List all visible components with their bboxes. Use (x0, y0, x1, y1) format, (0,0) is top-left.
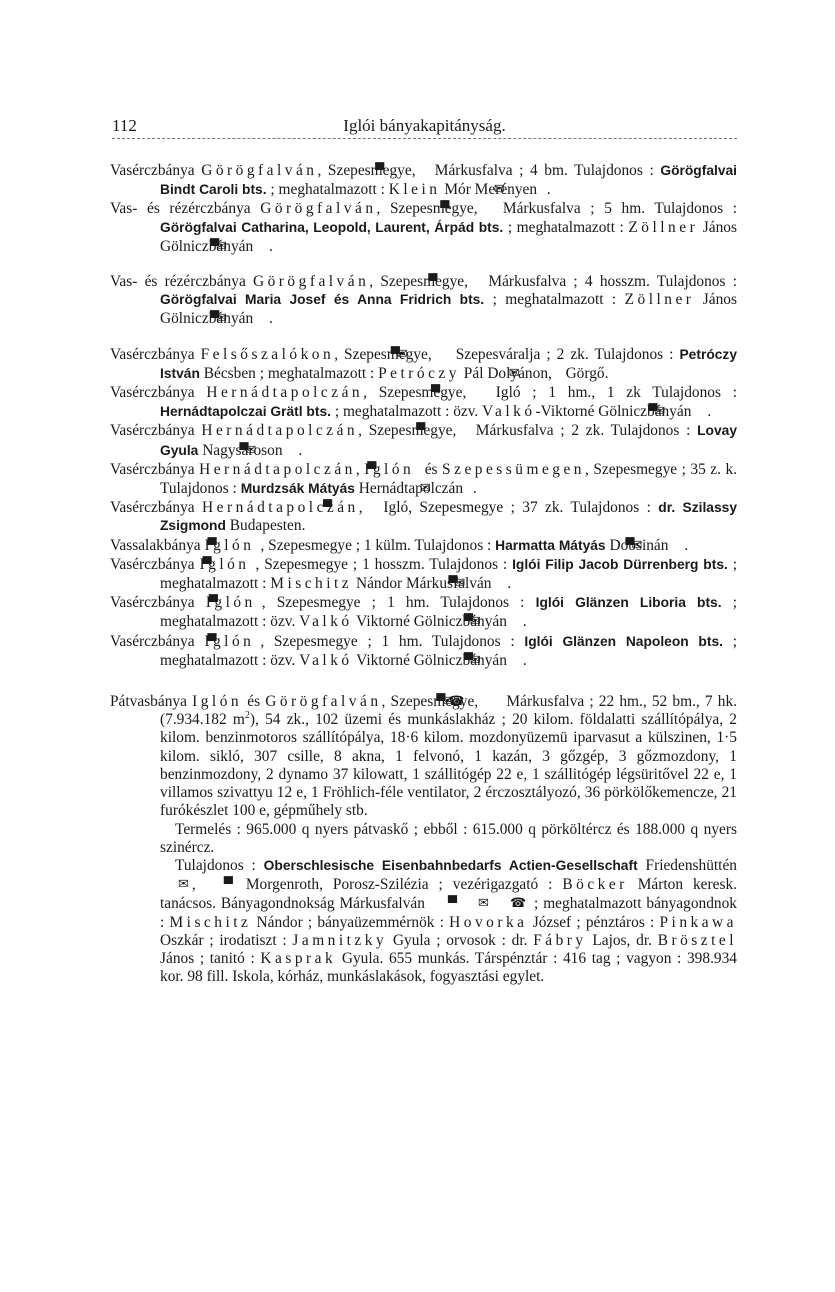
owner-name: Görögfalvai Maria Josef és Anna Fridrich bts. (160, 292, 485, 308)
owner-name: Lovay Gyula (160, 423, 737, 458)
post-office-icon (163, 875, 189, 893)
owner-name: Hernádtapolczai Grätl bts. (160, 404, 331, 420)
agent-name: Zöllner (624, 291, 695, 309)
owner-name: Görögfalvai Catharina, Leopold, Laurent, Árpád bts. (160, 219, 504, 235)
owner-name: Görögfalvai Bindt Caroli bts. (160, 163, 738, 198)
place-name: Hernádtapolczán (206, 384, 364, 402)
mine-entry: Vassalakbánya Iglón , Szepesmegye ; 1 külm. Tulajdonos : Harmatta Mátyás Dobsinán . (110, 536, 689, 554)
owner-name: dr. Szilassy Zsigmond (160, 500, 738, 534)
mine-entry: Pátvasbánya Iglón és Görögfalván, Szepesmegye, Márkusfalva ; 22 hm., 52 bm., 7 hk. (7.934.182 $m^2$), 54 zk., 102 üzemi és munkáslakház ; 20 kilom. földalatti szállítópálya, 2 kilom. benzinmotoros szállítópálya, 18·6 kilom. mozdonyüzemü iparvasut a külszinen, 1·5 kilom. sikló, 307 csille, 8 akna, 1 felvonó, 1 kazán, 3 gőzgép, 3 gőzmozdony, 1 benzinmozdony, 2 dynamo 37 kilowatt, 1 szállitógép 22 e, 1 szállitógép légsüritővel 22 e, 1 villamos szivattyu 12 e, 1 Fröhlich-féle ventilator, 2 érczosztályozó, 36 pörkölőkemencze, 21 furókészlet 100 e, gépműhely stb. (110, 693, 737, 820)
place-name: Iglón (204, 632, 255, 650)
place-name: Görögfalván (253, 273, 370, 291)
mine-entry: Vasérczbánya Iglón , Szepesmegye ; 1 hm. Tulajdonos : Iglói Glänzen Liboria bts. ; meghatalmazott : özv. Valkó Viktorné Gölniczbányán . (110, 594, 737, 631)
person-name: Brösztel (657, 931, 737, 949)
person-name: Jamnitzky (292, 931, 388, 949)
person-name: Böcker (562, 876, 628, 894)
page-number: 112 (112, 116, 137, 135)
owner-name: Murdzsák Mátyás (240, 481, 355, 497)
place-name: Görögfalván (260, 200, 377, 218)
mine-entry: Vasérczbánya Hernádtapolczán, Iglón és Szepessümegen, Szepesmegye ; 35 z. k. Tulajdonos : Murdzsák Mátyás Hernádtapolczán . (110, 460, 737, 498)
owner-name: Petróczy István (160, 346, 737, 381)
person-name: Pinkawa (659, 913, 738, 931)
document-body (110, 161, 737, 986)
agent-name: Klein (388, 181, 441, 199)
mine-entry: Vasérczbánya Hernádtapolczán, Szepesmegye, Márkusfalva ; 2 zk. Tulajdonos : Lovay Gyula Nagysároson . (110, 422, 737, 459)
telegraph-icon (495, 894, 526, 912)
mine-entry: Vasérczbánya Görögfalván, Szepesmegye, Márkusfalva ; 4 bm. Tulajdonos : Görögfalvai Bindt Caroli bts. ; meghatalmazott : Klein Mór Merényen . (110, 162, 738, 199)
mine-entry: Vasérczbánya Iglón , Szepesmegye ; 1 hm. Tulajdonos : Iglói Glänzen Napoleon bts. ; meghatalmazott : özv. Valkó Viktorné Gölniczbányán . (110, 632, 737, 669)
person-name: Kasprak (260, 949, 337, 967)
production-paragraph: Termelés : 965.000 q nyers pátvaskő ; ebből : 615.000 q pörköltércz és 188.000 q nyers szinércz. (160, 820, 737, 856)
post-office-icon (463, 894, 489, 912)
place-name: Hernádtapolczán (202, 499, 359, 517)
place-name: Iglón (204, 536, 255, 554)
page-header (112, 116, 737, 139)
owner-name: Iglói Glänzen Napoleon bts. (524, 633, 723, 649)
place-name: Hernádtapolczán (199, 460, 356, 478)
running-title: Iglói bányakapitányság. (343, 116, 506, 135)
place-name: Iglón (205, 594, 256, 612)
mine-entry: Vasérczbánya Hernádtapolczán, Igló, Szepesmegye ; 37 zk. Tulajdonos : dr. Szilassy Zsigmond Budapesten. (110, 499, 738, 535)
agent-name: Petróczy (378, 364, 460, 382)
agent-name: Zöllner (628, 218, 699, 236)
place-name: Szepessümegen (442, 460, 585, 478)
place-name: Iglón (192, 693, 243, 711)
owner-name: Harmatta Mátyás (495, 537, 606, 553)
railway-station-icon (433, 894, 457, 912)
owner-paragraph: Tulajdonos : Oberschlesische Eisenbahnbedarfs Actien-Gesellschaft Friedenshüttén ✉, ▀ Morgenroth, Porosz-Szilézia ; vezérigazgató : Böcker Márton keresk. tanácsos. Bányagondnokság Márkusfalván ▀✉☎ ; meghatalmazott bányagondnok : Mischitz Nándor ; bányaüzemmérnök : Hovorka József ; pénztáros : Pinkawa Oszkár ; irodatiszt : Jamnitzky Gyula ; orvosok : dr. Fábry Lajos, dr. Brösztel János ; tanitó : Kasprak Gyula. 655 munkás. Társpénztár : 416 tag ; vagyon : 398.934 kor. 98 fill. Iskola, kórház, munkáslakások, fogyasztási egylet. (110, 857, 737, 986)
mine-entry: Vasérczbánya Felsőszalókon, Szepesmegye, Szepesváralja ; 2 zk. Tulajdonos : Petróczy István Bécsben ; meghatalmazott : Petróczy Pál Dolyánon, Görgő. (110, 345, 737, 382)
agent-name: Valkó (299, 613, 353, 631)
place-name: Görögfalván (265, 693, 382, 711)
owner-name: Iglói Glänzen Liboria bts. (535, 595, 722, 611)
agent-name: Mischitz (270, 575, 353, 593)
mine-entry: Vas- és rézérczbánya Görögfalván, Szepesmegye, Márkusfalva ; 4 hosszm. Tulajdonos : Görögfalvai Maria Josef és Anna Fridrich bts. ; meghatalmazott : Zöllner János Gölniczbányán . (110, 273, 737, 328)
place-name: Hernádtapolczán (201, 422, 359, 440)
mine-entry: Vasérczbánya Hernádtapolczán, Szepesmegye, Igló ; 1 hm., 1 zk Tulajdonos : Hernádtapolczai Grätl bts. ; meghatalmazott : özv. Valkó-Viktorné Gölniczbányán . (110, 384, 737, 421)
mine-entry: Vasérczbánya Iglón , Szepesmegye ; 1 hosszm. Tulajdonos : Iglói Filip Jacob Dürrenberg bts. ; meghatalmazott : Mischitz Nándor Márkusfalván . (110, 555, 737, 593)
person-name: Fábry (533, 931, 587, 949)
place-name: Iglón (364, 460, 415, 478)
place-name: Felsőszalókon (200, 345, 335, 363)
agent-name: Valkó (299, 651, 353, 669)
person-name: Mischitz (169, 913, 252, 931)
railway-station-icon (209, 875, 233, 893)
person-name: Hovorka (449, 913, 528, 931)
company-name: Oberschlesische Eisenbahnbedarfs Actien-Gesellschaft (263, 857, 638, 873)
place-name: Iglón (199, 555, 250, 573)
place-name: Görögfalván (201, 162, 318, 179)
mine-entry: Vas- és rézérczbánya Görögfalván, Szepesmegye, Márkusfalva ; 5 hm. Tulajdonos : Görögfalvai Catharina, Leopold, Laurent, Árpád bts. ; meghatalmazott : Zöllner János Gölniczbányán . (110, 200, 738, 255)
agent-name: Valkó (482, 403, 536, 421)
owner-name: Iglói Filip Jacob Dürrenberg bts. (512, 556, 728, 572)
